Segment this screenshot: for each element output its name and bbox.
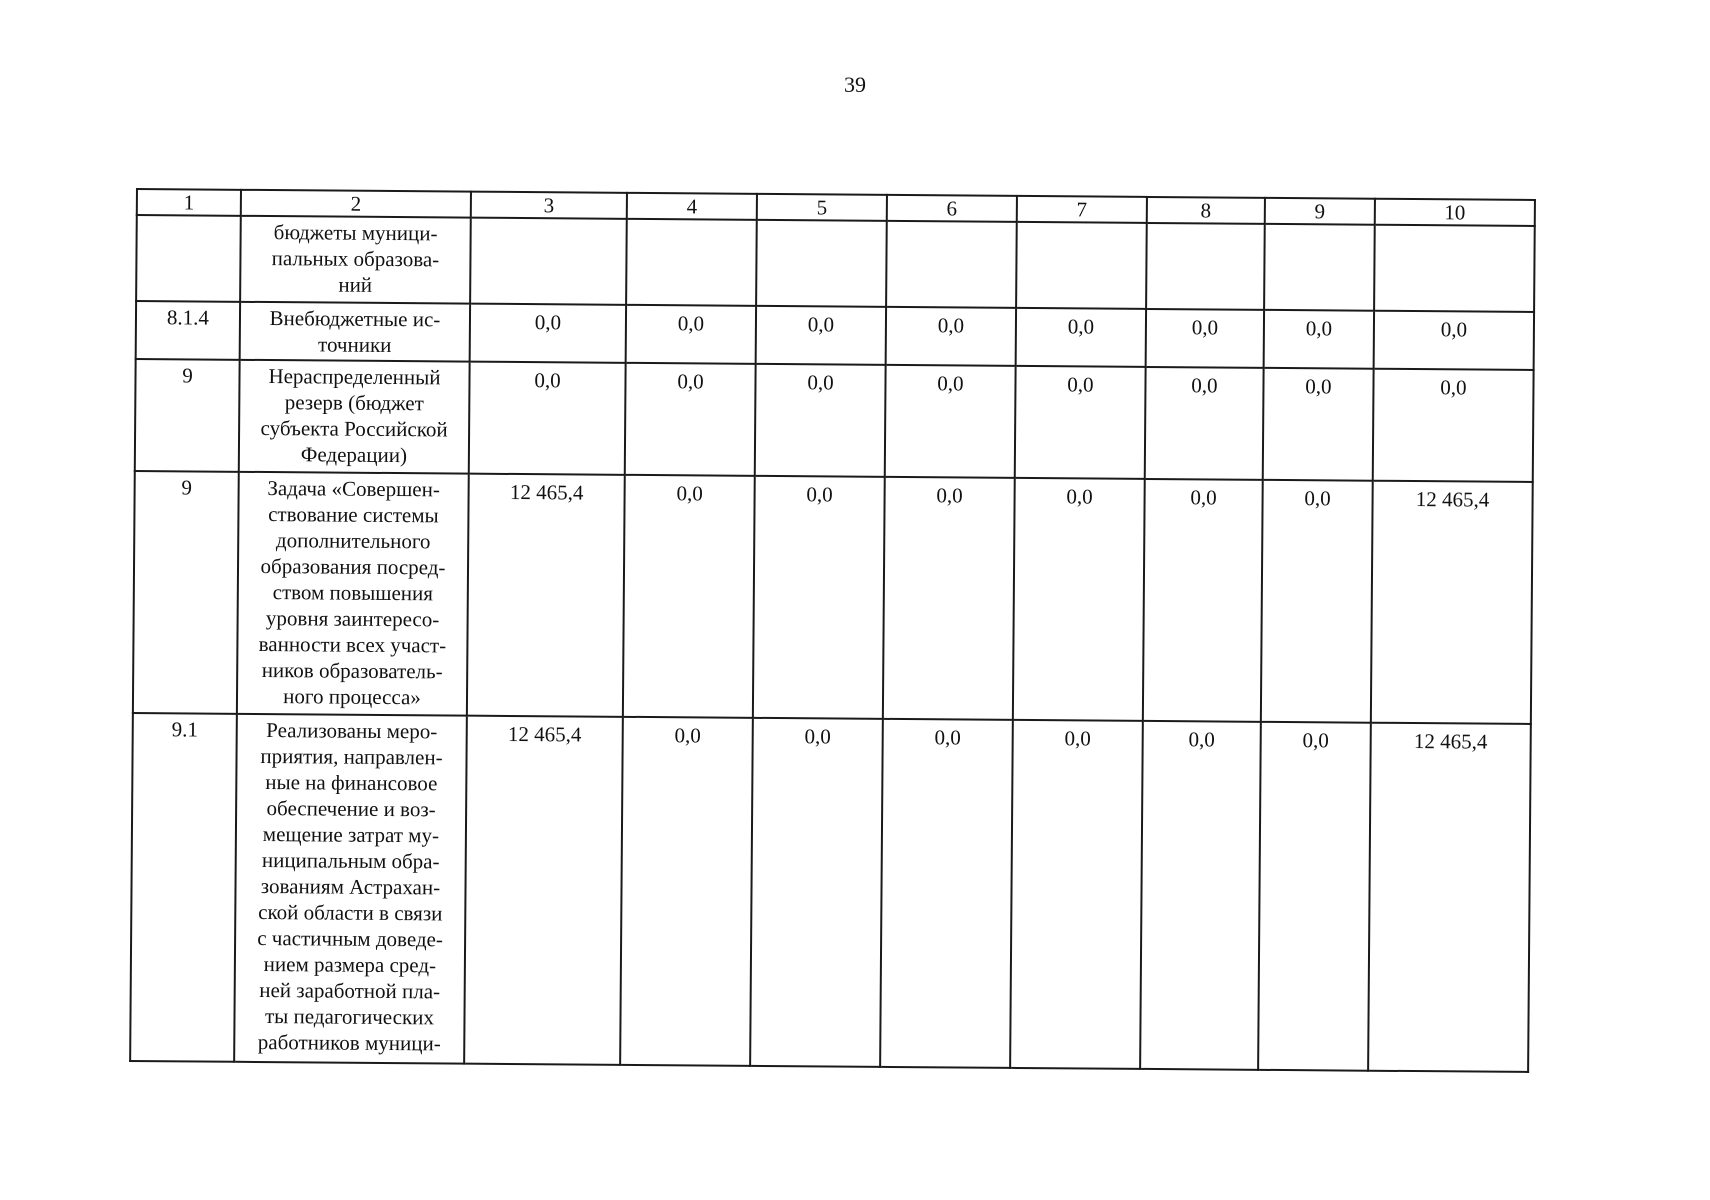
value-cell: 0,0 (626, 305, 756, 364)
value-cell: 0,0 (1258, 722, 1371, 1071)
value-cell: 0,0 (1263, 368, 1374, 481)
value-cell: 0,0 (755, 364, 886, 477)
value-cell: 12 465,4 (1371, 481, 1533, 724)
row-number: 9 (135, 359, 240, 472)
row-description-text: Нераспределенный резерв (бюджет субъекта Российской Федерации) (260, 364, 448, 468)
row-description (240, 216, 471, 304)
row-description-text: Внебюджетные ис- точники (269, 306, 441, 358)
column-header: 1 (137, 189, 241, 216)
row-description (234, 714, 467, 1064)
value-cell: 0,0 (1140, 721, 1261, 1070)
value-cell: 0,0 (1143, 479, 1263, 722)
column-header: 6 (887, 195, 1017, 222)
value-cell: 0,0 (883, 477, 1015, 720)
column-header: 5 (757, 194, 887, 221)
value-cell: 0,0 (1373, 369, 1534, 482)
value-cell (1264, 224, 1375, 311)
row-number (136, 215, 241, 302)
column-header: 10 (1375, 199, 1535, 226)
column-header: 7 (1017, 196, 1147, 223)
value-cell: 0,0 (880, 719, 1013, 1068)
table-row (135, 359, 1534, 482)
value-cell: 0,0 (1261, 480, 1373, 723)
column-header: 8 (1147, 197, 1265, 224)
value-cell (756, 220, 887, 307)
row-description-text: Задача «Совершен- ствование системы дополнительного образования посред- ством повышения уровня заинтересо- ванности всех участ- ников образователь- ного процесса» (258, 476, 447, 710)
value-cell: 0,0 (1264, 310, 1374, 369)
table-row (136, 215, 1535, 312)
value-cell (1146, 223, 1265, 310)
value-cell: 0,0 (1015, 366, 1146, 479)
value-cell (626, 219, 757, 306)
table-row (133, 471, 1533, 724)
value-cell: 0,0 (750, 718, 883, 1067)
value-cell (1016, 222, 1147, 309)
value-cell: 0,0 (1145, 367, 1264, 480)
value-cell (1374, 225, 1535, 312)
value-cell: 0,0 (1016, 308, 1146, 367)
value-cell: 12 465,4 (464, 716, 623, 1065)
value-cell: 0,0 (1013, 478, 1145, 721)
value-cell: 0,0 (886, 307, 1016, 366)
row-description-text: Реализованы меро- приятия, направлен- ные на финансовое обеспечение и воз- мещение затрат му- ниципальным обра- зованиям Астрахан- ской области в связи с частичным доведе- нием размера сред- ней заработной пла- ты педагогических работников муници- (257, 718, 444, 1056)
value-cell: 12 465,4 (1368, 723, 1531, 1072)
value-cell: 0,0 (625, 363, 756, 476)
table-row (130, 713, 1531, 1072)
row-number: 9 (133, 471, 239, 714)
row-description (239, 360, 470, 474)
page-number: 39 (844, 72, 866, 97)
value-cell: 0,0 (885, 365, 1016, 478)
row-description (237, 472, 469, 716)
column-header: 3 (471, 192, 627, 219)
row-description-text: бюджеты муници- пальных образова- ний (271, 220, 440, 297)
row-description (240, 302, 470, 362)
value-cell: 12 465,4 (467, 474, 625, 717)
value-cell: 0,0 (1010, 720, 1143, 1069)
value-cell (470, 218, 627, 305)
value-cell: 0,0 (620, 717, 753, 1066)
value-cell: 0,0 (623, 475, 755, 718)
row-number: 9.1 (130, 713, 237, 1062)
budget-table (129, 188, 1536, 1073)
value-cell: 0,0 (470, 304, 626, 363)
value-cell: 0,0 (1146, 309, 1264, 368)
column-header: 4 (627, 193, 757, 220)
value-cell (886, 221, 1017, 308)
value-cell: 0,0 (469, 362, 626, 475)
value-cell: 0,0 (753, 476, 885, 719)
value-cell: 0,0 (1374, 311, 1534, 370)
value-cell: 0,0 (756, 306, 886, 365)
column-header: 9 (1265, 198, 1375, 225)
row-number: 8.1.4 (136, 301, 240, 360)
table-row (136, 301, 1534, 370)
column-header: 2 (241, 190, 471, 218)
